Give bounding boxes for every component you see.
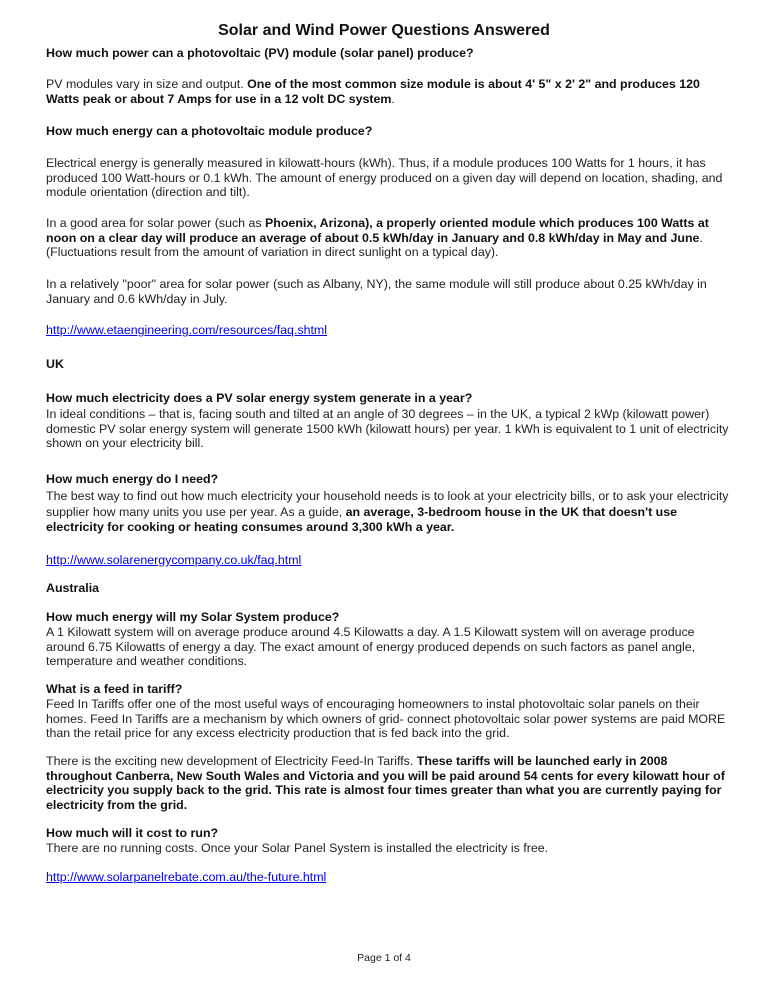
- heading-uk: UK: [46, 357, 64, 371]
- bold-text: Phoenix, Arizona), a properly oriented module which produces 100 Watts at noon on a clear day will produce an average of about 0.5 kWh/day in January and 0.8 kWh/day in May and June: [46, 216, 709, 245]
- text: PV modules vary in size and output.: [46, 77, 248, 91]
- question-pv-power: How much power can a photovoltaic (PV) module (solar panel) produce?: [46, 46, 474, 60]
- link-solarpanelrebate-wrap: [46, 870, 736, 885]
- question-energy-need: How much energy do I need?: [46, 472, 219, 486]
- page-title: Solar and Wind Power Questions Answered: [218, 22, 550, 39]
- link-solarenergycompany-wrap: [46, 553, 736, 568]
- paragraph-uk-generation: In ideal conditions – that is, facing south and tilted at an angle of 30 degrees – in the UK, a typical 2 kWp (kilowatt power) domestic PV solar energy system will generate 1500 kWh (kilowatt hours) per year. 1 kWh is equivalent to 1 unit of electricity shown on your electricity bill.: [46, 407, 729, 451]
- question-uk-generation: How much electricity does a PV solar energy system generate in a year?: [46, 391, 473, 405]
- bold-text: an average, 3-bedroom house in the UK that doesn't use electricity for cooking or heating consumes around 3,300 kWh a year.: [46, 504, 677, 534]
- text: .: [391, 91, 395, 106]
- link-etaengineering[interactable]: http://www.etaengineering.com/resources/faq.shtml: [46, 323, 327, 337]
- link-solarenergycompany[interactable]: http://www.solarenergycompany.co.uk/faq.html: [46, 553, 302, 567]
- page-number: Page 1 of 4: [357, 952, 411, 964]
- paragraph-energy: Electrical energy is generally measured in kilowatt-hours (kWh). Thus, if a module produces 100 Watts for 1 hours, it has produced 100 Watt-hours or 0.1 kWh. The amount of energy produced on a given day will depend on location, shading, and module orientation (direction and tilt).: [46, 156, 723, 200]
- question-feed-in-tariff: What is a feed in tariff?: [46, 682, 183, 696]
- paragraph-system-production: A 1 Kilowatt system will on average produce around 4.5 Kilowatts a day. A 1.5 Kilowatt system will on average produce around 6.75 Kilowatts of energy a day. The exact amount of energy produced depends on such factors as panel angle, temperature and weather conditions.: [46, 625, 696, 669]
- bold-text: One of the most common size module is about 4' 5" x 2' 2" and produces 120 Watts peak or about 7 Amps for use in a 12 volt DC system: [46, 77, 700, 106]
- paragraph-albany: In a relatively "poor" area for solar power (such as Albany, NY), the same module will still produce about 0.25 kWh/day in January and 0.6 kWh/day in July.: [46, 277, 707, 306]
- text: There is the exciting new development of Electricity Feed-In Tariffs.: [46, 754, 417, 768]
- paragraph-running-cost: There are no running costs. Once your Solar Panel System is installed the electricity is free.: [46, 841, 549, 855]
- text: In a good area for solar power (such as: [46, 216, 266, 230]
- paragraph-energy-need: [46, 489, 736, 536]
- question-running-cost: How much will it cost to run?: [46, 826, 219, 840]
- text: . (Fluctuations result from the amount of variation in direct sunlight on a typical day).: [46, 230, 703, 260]
- paragraph-pv-modules: [46, 77, 736, 106]
- bold-text: These tariffs will be launched early in 2008 throughout Canberra, New South Wales and Victoria and you will be paid around 54 cents for every kilowatt hour of electricity you supply back to the grid. This rate is almost four times greater than what you are currently paying for electricity from the grid.: [46, 754, 725, 812]
- text: The best way to find out how much electricity your household needs is to look at your electricity bills, or to ask your electricity supplier how many units you use per year. As a guide,: [46, 489, 729, 519]
- question-system-production: How much energy will my Solar System produce?: [46, 610, 340, 624]
- paragraph-feed-in-tariff: Feed In Tariffs offer one of the most useful ways of encouraging homeowners to instal photovoltaic solar panels on their homes. Feed In Tariffs are a mechanism by which owners of grid- connect photovoltaic solar power systems are paid MORE than the retail price for any excess electricity production that is fed back into the grid.: [46, 697, 726, 741]
- paragraph-phoenix: [46, 216, 736, 260]
- paragraph-tariff-development: [46, 754, 736, 812]
- question-pv-energy: How much energy can a photovoltaic module produce?: [46, 124, 373, 138]
- link-etaengineering-wrap: [46, 323, 736, 338]
- link-solarpanelrebate[interactable]: http://www.solarpanelrebate.com.au/the-future.html: [46, 870, 327, 884]
- heading-australia: Australia: [46, 581, 100, 595]
